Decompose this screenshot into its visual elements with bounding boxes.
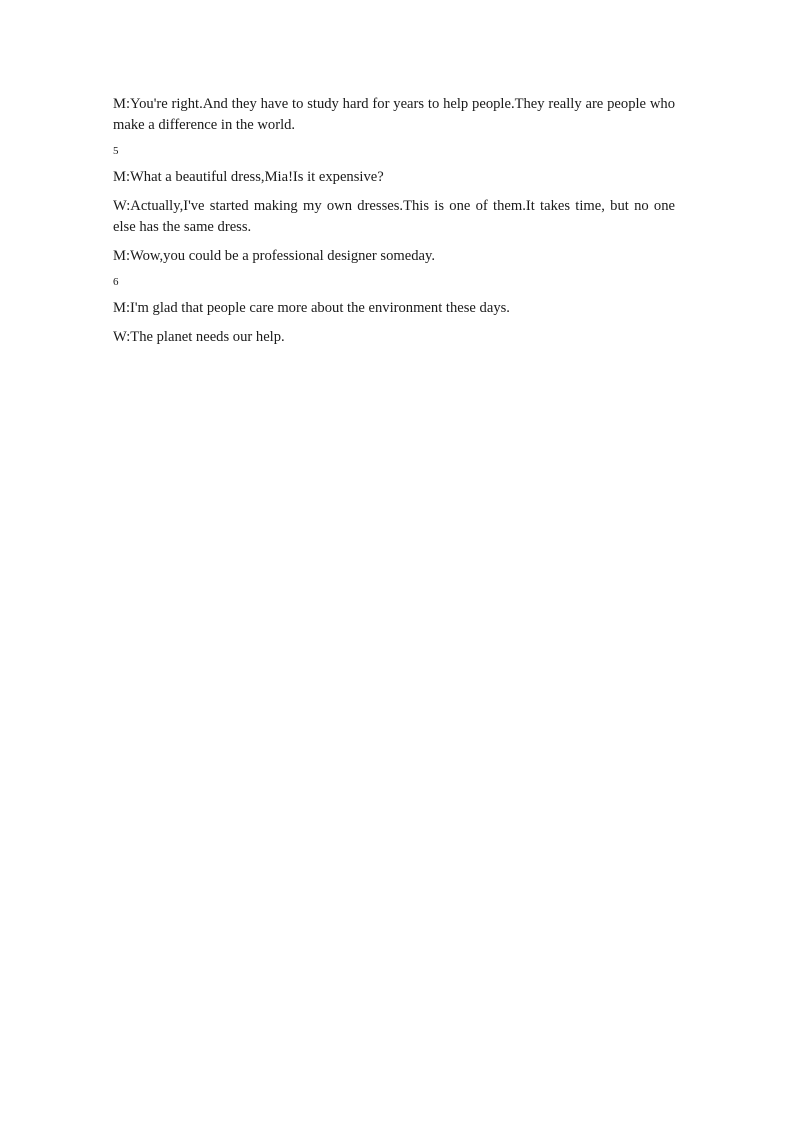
dialogue-line-m-environment: M:I'm glad that people care more about the environment these days. [113,300,510,316]
dialogue-line-w-making-dresses: W:Actually,I've started making my own dresses.This is one of them.It takes time, but no one else has the same dress. [113,198,675,235]
dialogue-line-m-youre-right: M:You're right.And they have to study hard for years to help people.They really are people who make a difference in the world. [113,96,675,133]
dialogue-line-m-beautiful-dress: M:What a beautiful dress,Mia!Is it expensive? [113,169,384,185]
dialogue-line-w-planet: W:The planet needs our help. [113,329,285,345]
document-body [113,94,675,356]
dialogue-line-m-designer: M:Wow,you could be a professional designer someday. [113,248,435,264]
section-number-6: 6 [113,276,119,288]
section-number-5: 5 [113,145,119,157]
